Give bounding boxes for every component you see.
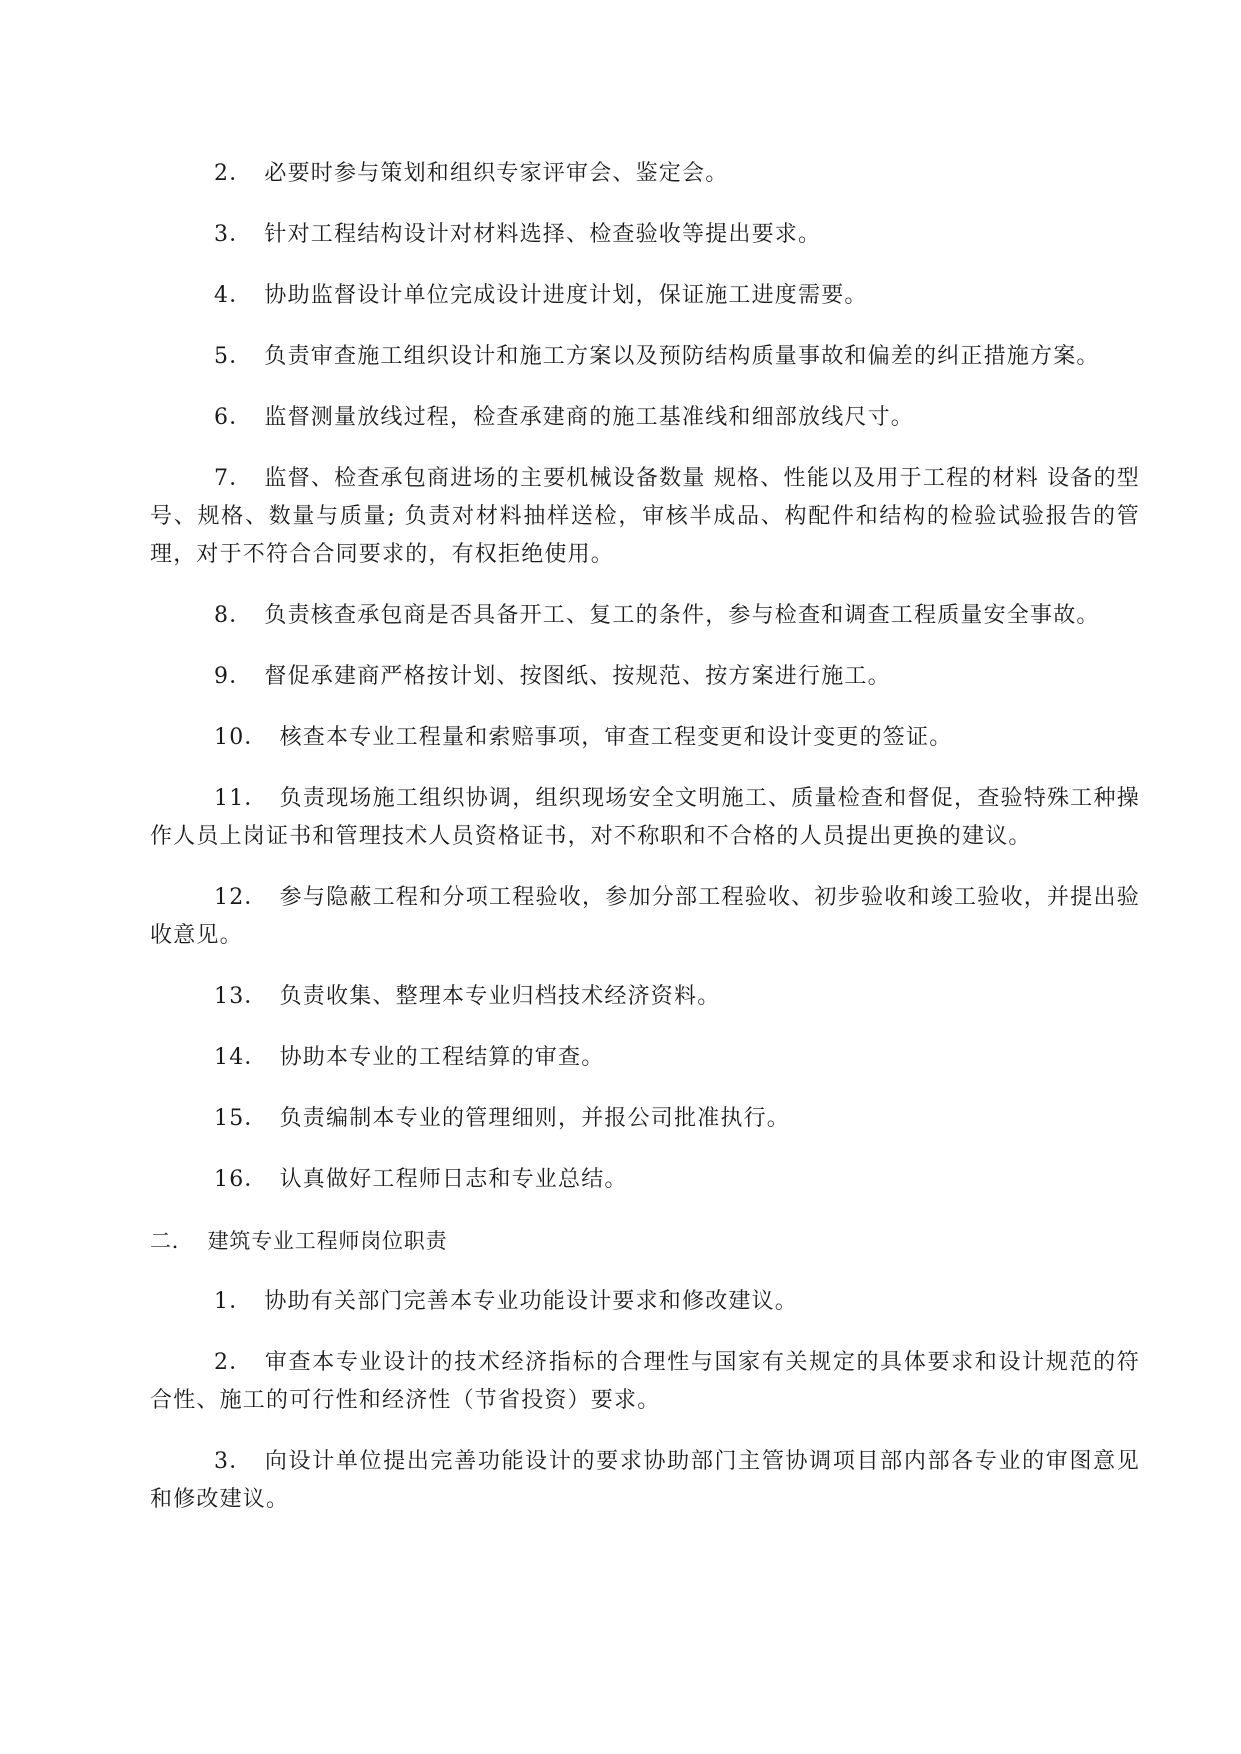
item-number: 13． <box>214 984 268 1009</box>
item-text: 必要时参与策划和组织专家评审会、鉴定会。 <box>264 161 729 186</box>
item-text: 监督测量放线过程，检查承建商的施工基准线和细部放线尺寸。 <box>264 405 915 430</box>
list-item <box>150 1161 1140 1199</box>
list-item <box>150 460 1140 574</box>
item-number: 7． <box>214 466 253 491</box>
item-number: 2． <box>214 1350 253 1375</box>
item-text: 负责核查承包商是否具备开工、复工的条件，参与检查和调查工程质量安全事故。 <box>264 603 1100 628</box>
list-item <box>150 597 1140 635</box>
item-text: 督促承建商严格按计划、按图纸、按规范、按方案进行施工。 <box>264 664 891 689</box>
list-item <box>150 338 1140 376</box>
item-number: 9． <box>214 664 253 689</box>
item-text: 负责现场施工组织协调，组织现场安全文明施工、质量检查和督促，查验特殊工种操作人员上岗证书和管理技术人员资格证书，对不称职和不合格的人员提出更换的建议。 <box>150 786 1140 849</box>
section-number: 二． <box>150 1229 194 1253</box>
list-item <box>150 1283 1140 1321</box>
list-item <box>150 978 1140 1016</box>
item-number: 1． <box>214 1289 253 1314</box>
list-item <box>150 879 1140 955</box>
list-item <box>150 1344 1140 1420</box>
item-text: 负责编制本专业的管理细则，并报公司批准执行。 <box>279 1106 791 1131</box>
item-text: 针对工程结构设计对材料选择、检查验收等提出要求。 <box>264 222 822 247</box>
item-text: 协助监督设计单位完成设计进度计划，保证施工进度需要。 <box>264 283 868 308</box>
item-text: 监督、检查承包商进场的主要机械设备数量 规格、性能以及用于工程的材料 设备的型号、规格、数量与质量; 负责对材料抽样送检，审核半成品、构配件和结构的检验试验报告的管理，对于不符合合同要求的，有权拒绝使用。 <box>150 466 1140 567</box>
item-number: 11． <box>214 786 268 811</box>
list-item <box>150 1443 1140 1519</box>
item-number: 3． <box>214 1449 253 1474</box>
item-number: 10． <box>214 725 268 750</box>
item-number: 14． <box>214 1045 268 1070</box>
item-text: 参与隐蔽工程和分项工程验收，参加分部工程验收、初步验收和竣工验收，并提出验收意见。 <box>150 885 1140 948</box>
list-item <box>150 719 1140 757</box>
list-item <box>150 780 1140 856</box>
list-item <box>150 155 1140 193</box>
list-item <box>150 277 1140 315</box>
item-number: 16． <box>214 1167 268 1192</box>
item-text: 审查本专业设计的技术经济指标的合理性与国家有关规定的具体要求和设计规范的符合性、施工的可行性和经济性（节省投资）要求。 <box>150 1350 1140 1413</box>
item-number: 2． <box>214 161 253 186</box>
item-number: 4． <box>214 283 253 308</box>
item-text: 协助有关部门完善本专业功能设计要求和修改建议。 <box>264 1289 799 1314</box>
item-text: 负责审查施工组织设计和施工方案以及预防结构质量事故和偏差的纠正措施方案。 <box>264 344 1100 369</box>
item-number: 15． <box>214 1106 268 1131</box>
item-text: 核查本专业工程量和索赔事项，审查工程变更和设计变更的签证。 <box>279 725 953 750</box>
item-number: 3． <box>214 222 253 247</box>
list-item <box>150 1100 1140 1138</box>
list-item <box>150 658 1140 696</box>
item-text: 负责收集、整理本专业归档技术经济资料。 <box>279 984 721 1009</box>
list-item <box>150 399 1140 437</box>
list-item <box>150 1039 1140 1077</box>
item-text: 认真做好工程师日志和专业总结。 <box>279 1167 628 1192</box>
item-number: 12． <box>214 885 268 910</box>
item-number: 5． <box>214 344 253 369</box>
section-title: 建筑专业工程师岗位职责 <box>207 1229 448 1253</box>
document-page <box>150 155 1140 1542</box>
item-text: 协助本专业的工程结算的审查。 <box>279 1045 605 1070</box>
item-number: 8． <box>214 603 253 628</box>
item-number: 6． <box>214 405 253 430</box>
item-text: 向设计单位提出完善功能设计的要求协助部门主管协调项目部内部各专业的审图意见和修改建议。 <box>150 1449 1140 1512</box>
list-item <box>150 216 1140 254</box>
section-heading <box>150 1222 1140 1260</box>
